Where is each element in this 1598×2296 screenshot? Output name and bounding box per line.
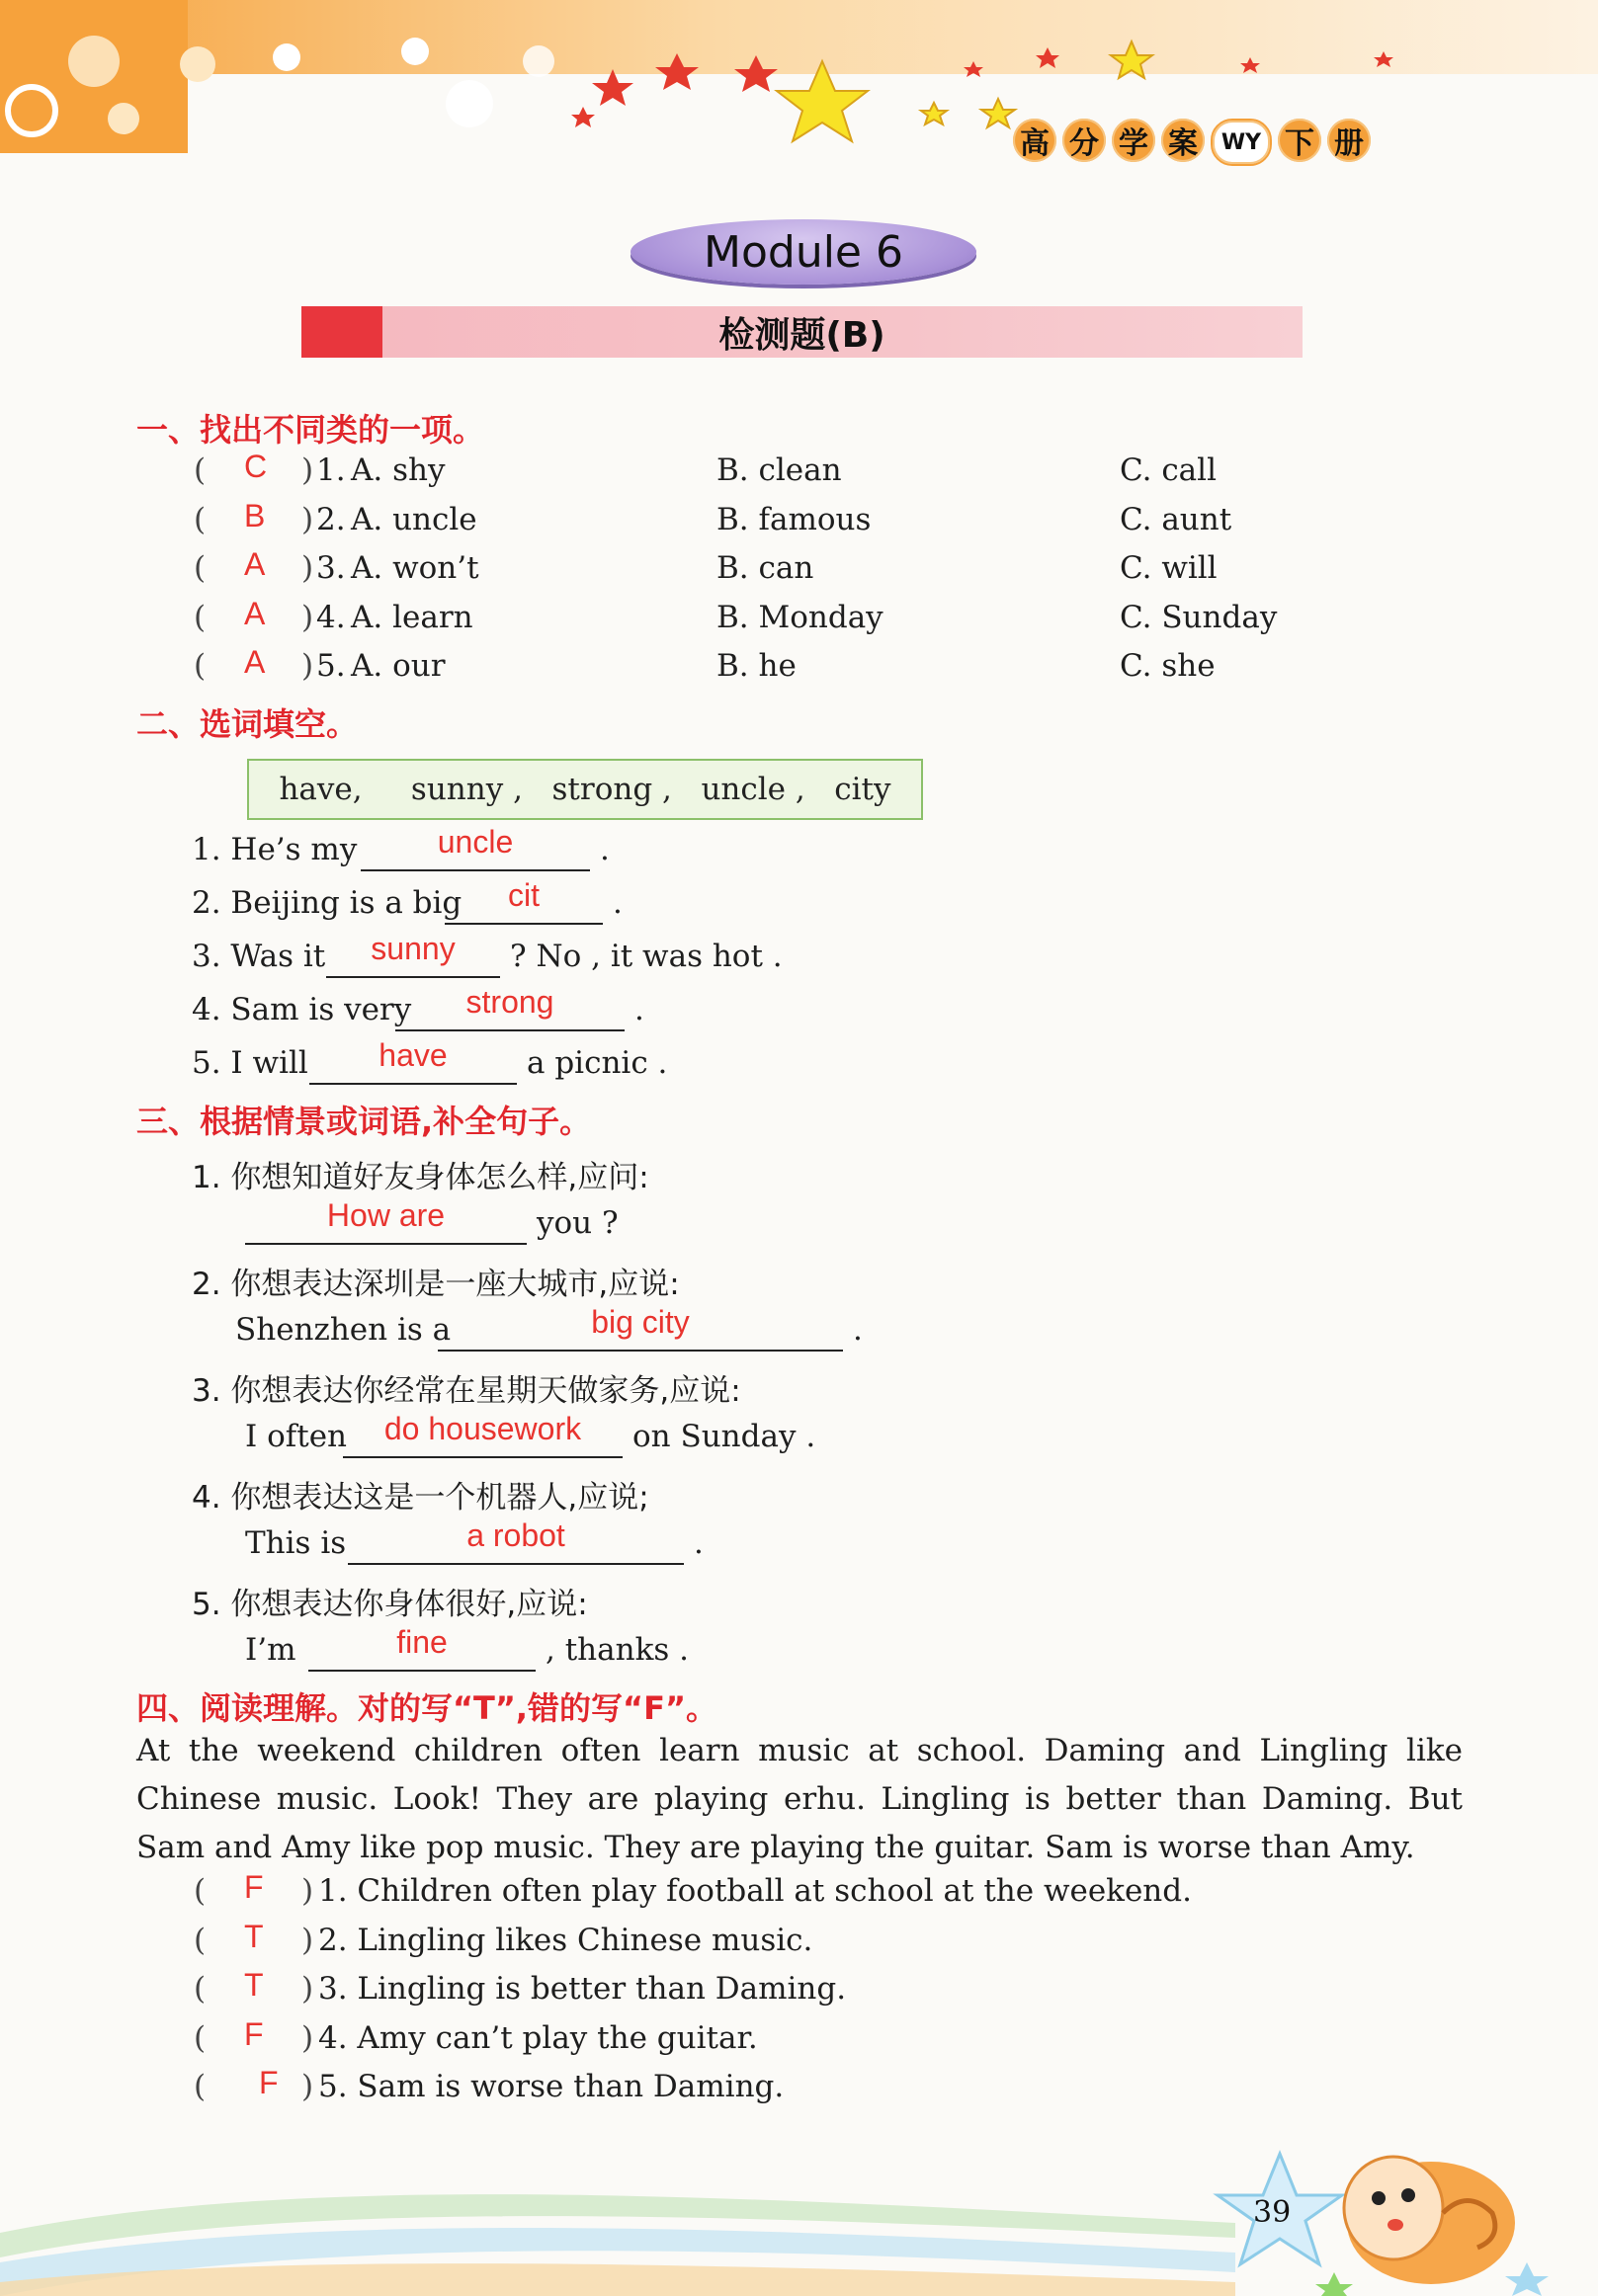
question-number: 2. [316,501,346,537]
paren-open: ( [194,1873,207,1909]
answer-choice[interactable]: A [244,595,266,631]
sentence-start: I’m [245,1632,296,1668]
true-false-answer[interactable]: T [244,1918,264,1954]
blank-line [245,1243,527,1245]
paren-close: ) [301,2019,314,2056]
question-number: 3. [316,550,346,586]
paren-open: ( [194,2069,207,2104]
sentence-start: Shenzhen is a [235,1312,452,1348]
sentence-end: on Sunday . [632,1419,816,1454]
option-b: B. he [716,648,797,684]
fill-blank-answer[interactable]: have [378,1037,448,1073]
option-c: C. aunt [1120,501,1232,537]
option-b: B. famous [716,501,872,537]
scenario-prompt: 2. 你想表达深圳是一座大城市,应说: [192,1267,680,1302]
option-c: C. call [1120,452,1217,488]
sentence-end: . [613,885,623,921]
sentence-end: . [853,1312,863,1348]
statement: 1. Children often play football at school at the weekend. [318,1873,1192,1909]
paren-close: ) [301,1922,314,1958]
blank-line [361,869,590,871]
statement: 4. Amy can’t play the guitar. [318,2019,758,2056]
blank-line [438,1350,843,1352]
true-false-answer[interactable]: F [244,1869,264,1905]
answer-choice[interactable]: A [244,644,266,680]
option-b: B. clean [716,452,842,488]
scenario-prompt: 4. 你想表达这是一个机器人,应说; [192,1480,649,1516]
statement: 2. Lingling likes Chinese music. [318,1922,813,1958]
footer-decoration [0,2114,1598,2296]
word-bank-item: sunny , [410,772,523,807]
fill-blank-answer[interactable]: uncle [437,824,514,860]
sentence-start: 1. He’s my [192,832,358,867]
blank-line [343,1456,623,1458]
paren-open: ( [194,599,207,635]
blank-line [326,976,500,978]
option-a: A. learn [351,599,473,635]
blank-line [348,1563,684,1565]
sentence-end: ? No , it was hot . [510,939,783,974]
word-bank-item: have, [279,772,363,807]
reading-passage: At the weekend children often learn music at school. Daming and Lingling like Chinese music. Look! They are playing erhu. Lingling is better than Daming. But Sam and Amy like pop music. They are playing the guitar. Sam is worse than Amy. [136,1733,1463,1865]
sentence-start: 5. I will [192,1045,308,1081]
fill-blank-answer[interactable]: sunny [371,931,456,966]
sentence-end: a picnic . [527,1045,668,1081]
sentence-end: . [694,1525,704,1561]
option-c: C. she [1120,648,1216,684]
fill-blank-answer[interactable]: big city [591,1304,690,1340]
paren-close: ) [301,648,314,684]
sentence-start: This is [245,1525,347,1561]
scenario-prompt: 3. 你想表达你经常在星期天做家务,应说: [192,1373,741,1409]
sentence-end: , thanks . [546,1632,689,1668]
option-a: A. shy [351,452,446,488]
true-false-answer[interactable]: F [244,2015,264,2052]
paren-close: ) [301,1873,314,1909]
series-char: 学 [1112,119,1155,162]
module-title: Module 6 [631,219,976,285]
test-title: 检测题(B) [718,314,885,356]
answer-choice[interactable]: C [244,449,268,484]
series-char: WY [1211,119,1272,166]
fill-blank-answer[interactable]: fine [396,1624,448,1660]
section2-title: 二、选词填空。 [136,705,359,743]
fill-blank-answer[interactable]: do housework [383,1411,582,1446]
paren-close: ) [301,2069,314,2104]
option-a: A. uncle [351,501,477,537]
fill-blank-answer[interactable]: strong [465,984,554,1020]
fill-blank-answer[interactable]: How are [326,1197,446,1233]
series-char: 分 [1062,119,1106,162]
series-char: 册 [1327,119,1371,162]
paren-open: ( [194,550,207,586]
paren-close: ) [301,452,314,488]
option-c: C. Sunday [1120,599,1278,635]
question-number: 1. [316,452,346,488]
question-number: 5. [316,648,346,684]
sentence-start: 2. Beijing is a big [192,885,463,921]
sentence-start: 3. Was it [192,939,326,974]
smiley-mascot-icon [1344,2157,1515,2284]
section3-title: 三、根据情景或词语,补全句子。 [136,1103,592,1140]
section1-title: 一、找出不同类的一项。 [136,411,485,449]
word-bank [247,759,923,820]
option-a: A. our [351,648,446,684]
sentence-start: 4. Sam is very [192,992,412,1027]
series-badge [1013,119,1371,166]
statement: 5. Sam is worse than Daming. [318,2069,785,2104]
section4-title: 四、阅读理解。对的写“T”,错的写“F”。 [136,1689,717,1727]
sentence-end: you ? [537,1205,619,1241]
blank-line [445,923,603,925]
statement: 3. Lingling is better than Daming. [318,1971,847,2007]
answer-choice[interactable]: A [244,546,266,582]
series-char: 案 [1161,119,1205,162]
word-bank-item: uncle , [701,772,805,807]
paren-open: ( [194,648,207,684]
paren-open: ( [194,2019,207,2056]
word-bank-item: city [834,772,891,807]
series-char: 高 [1013,119,1056,162]
option-c: C. will [1120,550,1218,586]
fill-blank-answer[interactable]: a robot [466,1517,565,1553]
series-char: 下 [1278,119,1321,162]
sentence-start: I often [245,1419,348,1454]
true-false-answer[interactable]: T [244,1967,264,2003]
paren-close: ) [301,550,314,586]
option-a: A. won’t [351,550,479,586]
paren-open: ( [194,1971,207,2007]
option-b: B. Monday [716,599,883,635]
option-b: B. can [716,550,814,586]
blank-line [308,1670,536,1672]
question-number: 4. [316,599,346,635]
test-title-bar [301,306,1303,358]
paren-close: ) [301,501,314,537]
fill-blank-answer[interactable]: cit [508,877,540,913]
paren-open: ( [194,501,207,537]
blank-line [395,1029,625,1031]
true-false-answer[interactable]: F [259,2065,279,2100]
scenario-prompt: 1. 你想知道好友身体怎么样,应问: [192,1160,649,1195]
paren-open: ( [194,1922,207,1958]
word-bank-item: strong , [551,772,672,807]
paren-close: ) [301,1971,314,2007]
sentence-end: . [600,832,610,867]
scenario-prompt: 5. 你想表达你身体很好,应说: [192,1587,588,1622]
paren-close: ) [301,599,314,635]
paren-open: ( [194,452,207,488]
sentence-end: . [634,992,644,1027]
blank-line [309,1083,517,1085]
answer-choice[interactable]: B [244,497,266,533]
page-number: 39 [1253,2195,1292,2230]
